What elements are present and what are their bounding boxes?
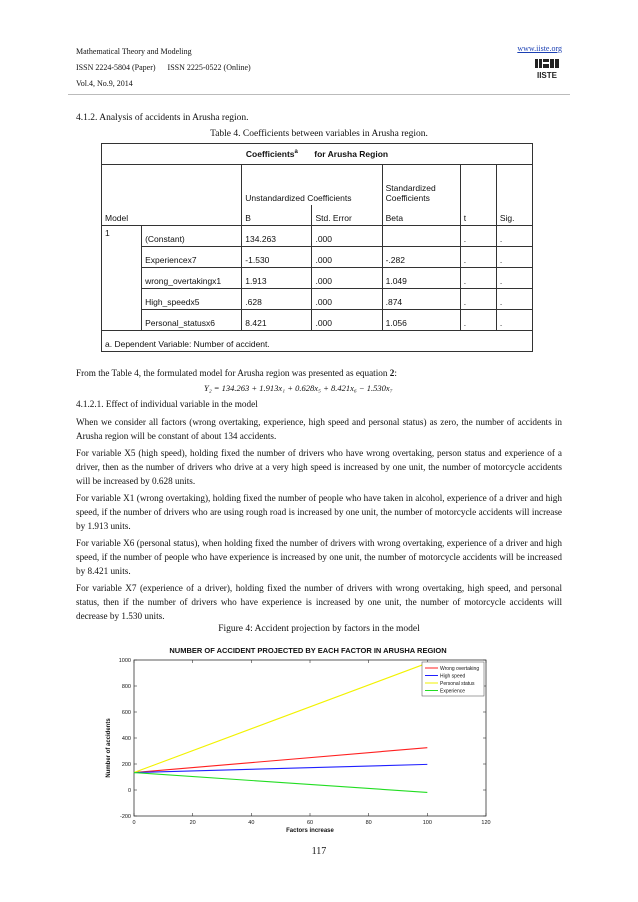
y-tick-label: 0 (127, 788, 131, 794)
paragraph-personal-status: For variable X6 (personal status), when holding fixed the number of drivers with wrong overtaking, experience of a driver and high speed, if the number of people who have experience is increased by one unit, the number of motorcycle accidents will be increased by 8.421 units. (76, 538, 562, 576)
table-footnote: a. Dependent Variable: Number of accident. (102, 331, 533, 352)
y-tick-label: 400 (121, 736, 131, 742)
header-model: Model (102, 165, 242, 226)
accident-projection-chart (96, 640, 506, 834)
header-b: B (242, 205, 312, 226)
x-tick-label: 100 (422, 820, 432, 826)
model-equation: Y₂ = 134.263 + 1.913x₁ + 0.628x₅ + 8.421x₆ − 1.530x₇ (204, 383, 393, 393)
x-tick-label: 80 (365, 820, 372, 826)
y-tick-label: 600 (121, 710, 131, 716)
header-unstd: Unstandardized Coefficients (242, 165, 382, 205)
y-tick-label: -200 (119, 814, 131, 820)
journal-url-link[interactable]: www.iiste.org (517, 44, 562, 53)
table-caption: Table 4. Coefficients between variables in Arusha region. (210, 129, 428, 139)
paragraph-high-speed: For variable X5 (high speed), holding fixed the number of drivers who have wrong overtaking, person status and experience of a driver, then as the number of drivers who drive at a very high speed is increased by one unit, the number of motorcycle accidents will be increased by 0.628 units. (76, 448, 562, 486)
x-tick-label: 40 (248, 820, 255, 826)
paragraph-constant: When we consider all factors (wrong overtaking, experience, high speed and personal status) as zero, the number of accidents in Arusha region will be constant of about 134 accidents. (76, 417, 562, 441)
chart-title: NUMBER OF ACCIDENT PROJECTED BY EACH FACTOR IN ARUSHA REGION (169, 646, 447, 655)
chart-xlabel: Factors increase (286, 828, 334, 834)
journal-volume: Vol.4, No.9, 2014 (76, 79, 133, 88)
x-tick-label: 0 (132, 820, 136, 826)
x-tick-label: 60 (306, 820, 314, 826)
header-divider (68, 94, 570, 95)
table-row: High_speedx5 .628 .000 .874 . . (102, 289, 533, 310)
paragraph-wrong-overtaking: For variable X1 (wrong overtaking), holding fixed the number of people who have taken in alcohol, experience of a driver and high speed, if the number of drivers who are using rough road is increased by one unit, the number of motorcycle accidents will increase by 1.913 units. (76, 493, 562, 531)
x-tick-label: 20 (189, 820, 196, 826)
y-tick-label: 1000 (118, 658, 131, 664)
legend-label: High speed (440, 673, 466, 680)
x-tick-label: 120 (481, 820, 491, 826)
model-number: 1 (102, 226, 142, 331)
header-beta: Beta (382, 205, 460, 226)
intro-paragraph: From the Table 4, the formulated model for Arusha region was presented as equation 2: (76, 368, 397, 378)
legend-label: Experience (440, 688, 466, 695)
coefficients-table (101, 143, 533, 352)
header-std: Standardized Coefficients (382, 165, 460, 205)
logo-text: IISTE (536, 71, 558, 80)
iiste-logo (534, 58, 560, 80)
subsection-heading: 4.1.2.1. Effect of individual variable in the model (76, 399, 258, 409)
y-tick-label: 800 (121, 684, 131, 690)
header-se: Std. Error (312, 205, 382, 226)
figure-caption: Figure 4: Accident projection by factors in the model (218, 624, 420, 634)
table-row: 1 (Constant) 134.263 .000 . . (102, 226, 533, 247)
section-heading: 4.1.2. Analysis of accidents in Arusha region. (76, 113, 249, 123)
journal-name: Mathematical Theory and Modeling (76, 47, 192, 56)
header-t: t (460, 165, 496, 226)
chart-ylabel: Number of accidents (106, 718, 112, 778)
journal-header (76, 44, 251, 92)
legend-label: Personal status (440, 681, 475, 687)
table-title: Coefficients$^a$ for Arusha Region (102, 144, 533, 165)
journal-issn: ISSN 2224-5804 (Paper) ISSN 2225-0522 (Online) (76, 63, 251, 72)
legend-label: Wrong overtaking (440, 666, 480, 672)
table-row: Personal_statusx6 8.421 .000 1.056 . . (102, 310, 533, 331)
paragraph-experience: For variable X7 (experience of a driver), holding fixed the number of drivers with wrong overtaking, high speed, and personal status, then if the number of drivers who have experience is increased by one unit, the number of motorcycle accidents will decrease by 1.530 units. (76, 583, 562, 621)
header-sig: Sig. (496, 165, 532, 226)
table-row: wrong_overtakingx1 1.913 .000 1.049 . . (102, 268, 533, 289)
y-tick-label: 200 (121, 762, 131, 768)
table-row: Experiencex7 -1.530 .000 -.282 . . (102, 247, 533, 268)
page-number: 117 (311, 846, 327, 857)
